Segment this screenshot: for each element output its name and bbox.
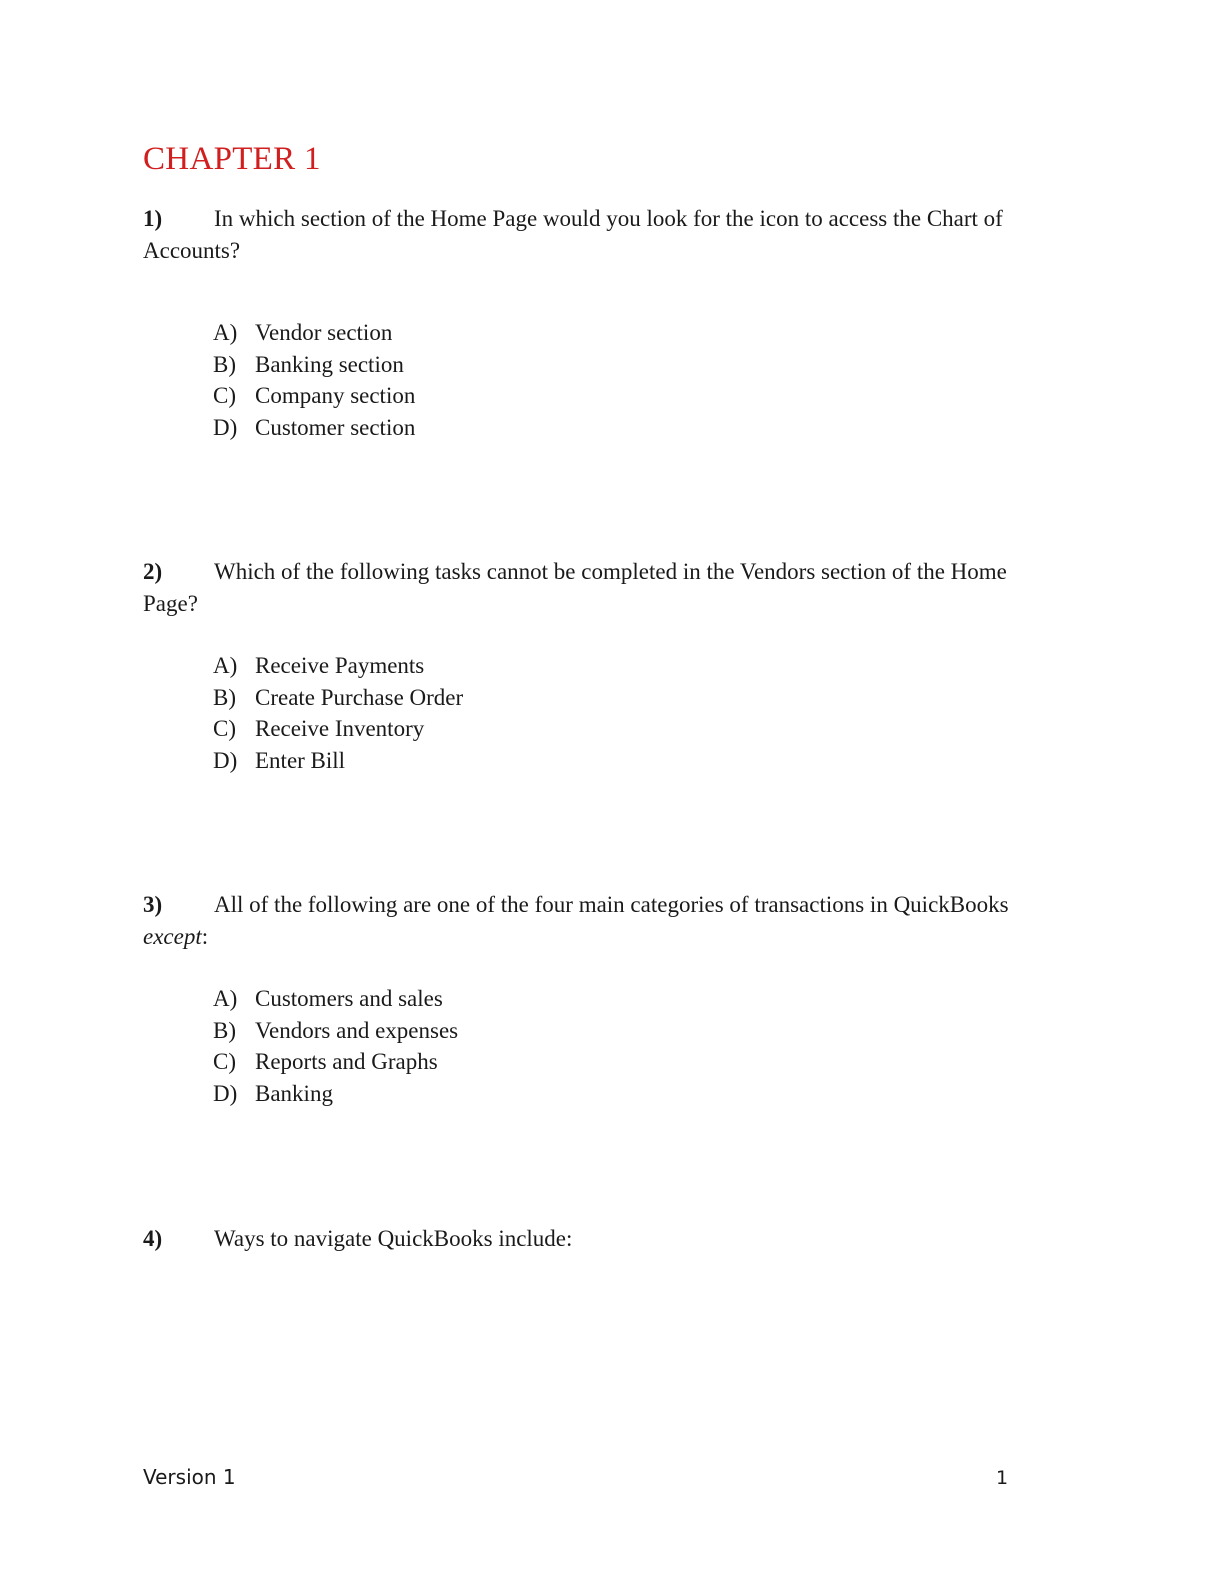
option-text: Vendor section bbox=[255, 320, 393, 345]
option-text: Create Purchase Order bbox=[255, 684, 464, 710]
option-text: Vendors and expenses bbox=[255, 1017, 459, 1043]
option-letter: C) bbox=[213, 383, 236, 408]
option-text: Banking section bbox=[255, 351, 404, 377]
footer-page-number: 1 bbox=[996, 1467, 1009, 1489]
answer-options bbox=[213, 983, 458, 1109]
option-letter: D) bbox=[213, 414, 238, 440]
option-letter: A) bbox=[213, 320, 238, 345]
option-letter: A) bbox=[213, 653, 238, 678]
option-text: Company section bbox=[255, 383, 416, 408]
option-letter: D) bbox=[213, 747, 238, 773]
question-stem bbox=[143, 889, 1043, 953]
question-2 bbox=[143, 556, 1043, 773]
question-stem bbox=[143, 1223, 1043, 1255]
option-letter: B) bbox=[213, 351, 236, 377]
option-text: Banking bbox=[255, 1080, 333, 1106]
answer-option bbox=[213, 682, 463, 714]
option-text: Reports and Graphs bbox=[255, 1049, 438, 1074]
answer-option bbox=[213, 745, 463, 777]
question-text-end: : bbox=[201, 924, 209, 949]
answer-option bbox=[213, 1046, 458, 1078]
question-number: 3) bbox=[143, 892, 163, 917]
chapter-title: CHAPTER 1 bbox=[143, 141, 321, 177]
option-letter: B) bbox=[213, 1017, 236, 1043]
question-text: In which section of the Home Page would you look for the icon to access the Chart of Accounts? bbox=[143, 206, 1003, 263]
answer-option bbox=[213, 412, 415, 444]
option-letter: A) bbox=[213, 986, 238, 1011]
option-letter: C) bbox=[213, 1049, 236, 1074]
answer-option bbox=[213, 349, 415, 381]
answer-option bbox=[213, 317, 415, 349]
option-text: Receive Inventory bbox=[255, 716, 425, 741]
question-text: All of the following are one of the four main categories of transactions in QuickBooks bbox=[214, 892, 1009, 917]
option-letter: D) bbox=[213, 1080, 238, 1106]
option-letter: C) bbox=[213, 716, 236, 741]
option-text: Receive Payments bbox=[255, 653, 425, 678]
question-4 bbox=[143, 1223, 1043, 1255]
question-3 bbox=[143, 889, 1043, 1106]
question-number: 2) bbox=[143, 559, 163, 584]
answer-options bbox=[213, 650, 463, 776]
question-stem bbox=[143, 203, 1043, 267]
question-text: Ways to navigate QuickBooks include: bbox=[214, 1226, 573, 1251]
question-emphasis: except bbox=[143, 924, 202, 949]
question-stem bbox=[143, 556, 1043, 620]
question-number: 4) bbox=[143, 1226, 163, 1251]
answer-option bbox=[213, 1078, 458, 1110]
answer-option bbox=[213, 650, 463, 682]
option-text: Customers and sales bbox=[255, 986, 443, 1011]
question-text: Which of the following tasks cannot be completed in the Vendors section of the Home Page? bbox=[143, 559, 1007, 616]
footer-version: Version 1 bbox=[143, 1465, 236, 1489]
option-letter: B) bbox=[213, 684, 236, 710]
question-number: 1) bbox=[143, 206, 163, 231]
answer-option bbox=[213, 380, 415, 412]
option-text: Customer section bbox=[255, 414, 416, 440]
answer-option bbox=[213, 713, 463, 745]
question-1 bbox=[143, 203, 1043, 440]
answer-option bbox=[213, 1015, 458, 1047]
answer-option bbox=[213, 983, 458, 1015]
option-text: Enter Bill bbox=[255, 747, 346, 773]
answer-options bbox=[213, 317, 415, 443]
